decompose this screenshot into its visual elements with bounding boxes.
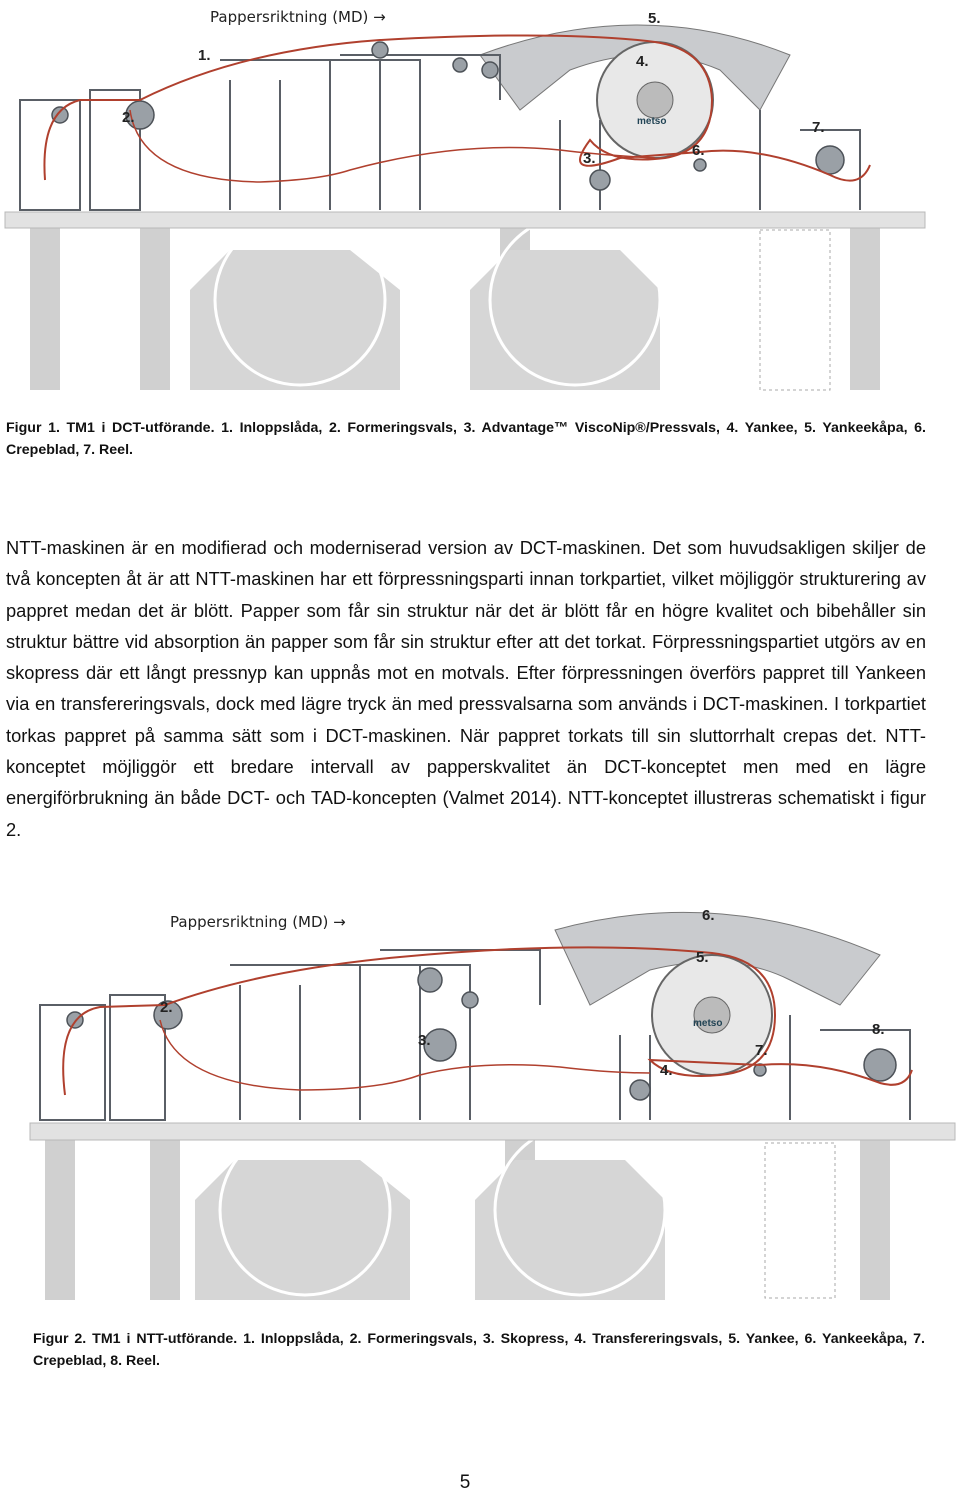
page-number: 5 [459,1472,471,1493]
figure-2-floor [30,1123,955,1140]
figure-1-machine-drawing [0,0,960,395]
figure-1-floor [5,212,925,228]
figure-2-number: 3. [418,1032,431,1049]
figure-2-number: 2. [160,999,173,1016]
figure-2-machine-drawing [0,895,960,1305]
figure-2 [0,895,960,1305]
figure-2-caption: Figur 2. TM1 i NTT-utförande. 1. Inloppslåda, 2. Formeringsvals, 3. Skopress, 4. Transfereringsvals, 5. Yankee, 6. Yankeekåpa, 7. Crepeblad, 8. Reel. [33,1331,925,1369]
body-paragraph: NTT-maskinen är en modifierad och moderniserad version av DCT-maskinen. Det som huvudsakligen skiljer de två koncepten åt är att NTT-maskinen har ett förpressningsparti innan torkpartiet, vilket möjliggör strukturering av pappret medan det är blött. Papper som får sin struktur när det är blött får en högre kvalitet och bibehåller sin struktur bättre vid absorption än papper som får sin struktur efter att det torkat. Förpressningspartiet utgörs av en skopress där ett långt pressnyp kan uppnås mot en motvals. Efter förpressningen överförs pappret till Yankeen via en transfereringsvals, dock med lägre tryck än med pressvalsarna som används i DCT-maskinen. I torkpartiet torkas pappret på samma sätt som i DCT-maskinen. När pappret torkats till sin sluttorrhalt crepas det. NTT-konceptet möjliggör ett bredare intervall av papperskvalitet än DCT-konceptet men med en lägre energiförbrukning än både DCT- och TAD-koncepten (Valmet 2014). NTT-konceptet illustreras schematiskt i figur 2. [6,537,926,840]
figure-2-number: 6. [702,907,715,924]
figure-2-number: 8. [872,1021,885,1038]
figure-2-rollers [67,968,896,1100]
figure-1-felt-path [130,110,655,182]
figure-1-number: 7. [812,119,825,136]
figure-1-number: 3. [583,150,596,167]
figure-1-number: 2. [122,109,135,126]
figure-1-direction-label: Pappersriktning (MD) → [210,8,386,26]
figure-2-logo: metso [693,1018,723,1029]
figure-1-number: 5. [648,10,661,27]
figure-2-number: 4. [660,1062,673,1079]
figure-1-number: 4. [636,53,649,70]
figure-2-number: 7. [755,1042,768,1059]
figure-2-direction-label: Pappersriktning (MD) → [170,913,346,931]
figure-1-number: 1. [198,47,211,64]
figure-2-number: 5. [696,949,709,966]
figure-2-felt-path [160,1020,650,1090]
figure-2-foundation [45,1125,890,1300]
figure-1-foundation [30,215,880,390]
figure-1-logo: metso [637,116,667,127]
figure-1 [0,0,960,395]
figure-1-caption: Figur 1. TM1 i DCT-utförande. 1. Inloppslåda, 2. Formeringsvals, 3. Advantage™ ViscoNip®/Pressvals, 4. Yankee, 5. Yankeekåpa, 6. Crepeblad, 7. Reel. [6,420,926,458]
figure-1-number: 6. [692,142,705,159]
